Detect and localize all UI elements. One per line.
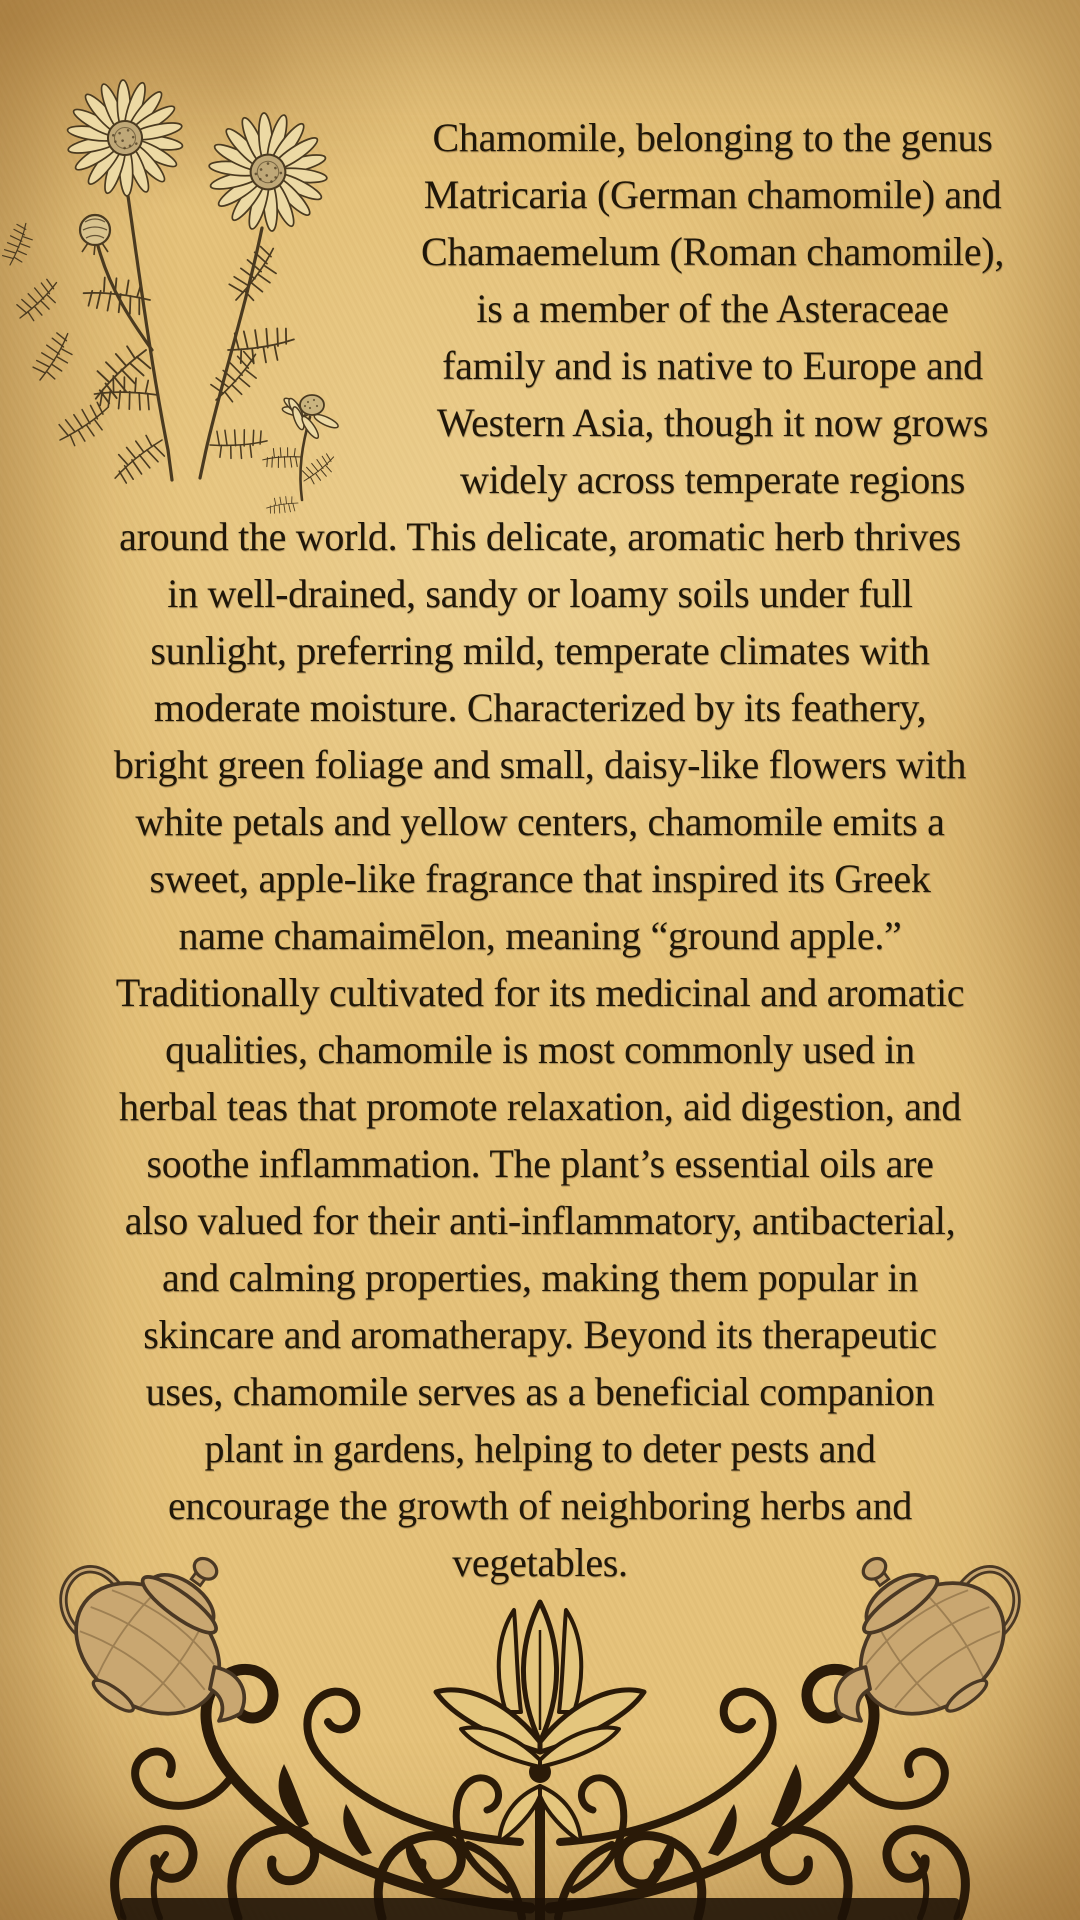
paragraph-body: [0, 508, 1080, 1591]
text-line: name chamaimēlon, meaning “ground apple.”: [178, 913, 902, 958]
sprig-disc: [300, 395, 324, 415]
text-line: skincare and aromatherapy. Beyond its therapeutic: [143, 1312, 937, 1357]
text-line: Chamomile, belonging to the genus: [432, 115, 993, 160]
text-line: and calming properties, making them popular in: [161, 1255, 918, 1300]
text-line: is a member of the Asteraceae: [476, 286, 949, 331]
chamomile-sprig-illustration: [250, 385, 360, 515]
text-line: qualities, chamomile is most commonly used in: [165, 1027, 915, 1072]
flourish-base-band: [120, 1898, 960, 1920]
text-line: vegetables.: [452, 1540, 628, 1585]
text-line: encourage the growth of neighboring herbs and: [167, 1483, 913, 1528]
text-line: white petals and yellow centers, chamomile emits a: [135, 799, 945, 844]
text-line: Matricaria (German chamomile) and: [423, 172, 1002, 217]
flower-bud: [80, 215, 110, 255]
text-line: moderate moisture. Characterized by its feathery,: [153, 685, 927, 730]
text-line: sunlight, preferring mild, temperate climates with: [150, 628, 930, 673]
text-line: in well-drained, sandy or loamy soils under full: [167, 571, 913, 616]
text-line: widely across temperate regions: [460, 457, 965, 502]
text-line: also valued for their anti-inflammatory, antibacterial,: [124, 1198, 956, 1243]
flower-stems: [98, 196, 262, 480]
text-line: Traditionally cultivated for its medicinal and aromatic: [115, 970, 965, 1015]
text-line: Chamaemelum (Roman chamomile),: [420, 229, 1005, 274]
text-line: Western Asia, though it now grows: [436, 400, 989, 445]
text-line: herbal teas that promote relaxation, aid digestion, and: [118, 1084, 962, 1129]
text-line: plant in gardens, helping to deter pests and: [204, 1426, 876, 1471]
text-line: sweet, apple-like fragrance that inspired its Greek: [149, 856, 931, 901]
text-line: soothe inflammation. The plant’s essential oils are: [146, 1141, 934, 1186]
paragraph-intro: [345, 109, 1080, 508]
daisy-flower-left: [59, 72, 190, 204]
flourish-palmette: [436, 1602, 644, 1920]
daisy-flower-right: [196, 100, 340, 244]
text-line: family and is native to Europe and: [442, 343, 983, 388]
text-line: around the world. This delicate, aromatic herb thrives: [119, 514, 961, 559]
text-line: uses, chamomile serves as a beneficial companion: [145, 1369, 935, 1414]
text-line: bright green foliage and small, daisy-like flowers with: [113, 742, 967, 787]
